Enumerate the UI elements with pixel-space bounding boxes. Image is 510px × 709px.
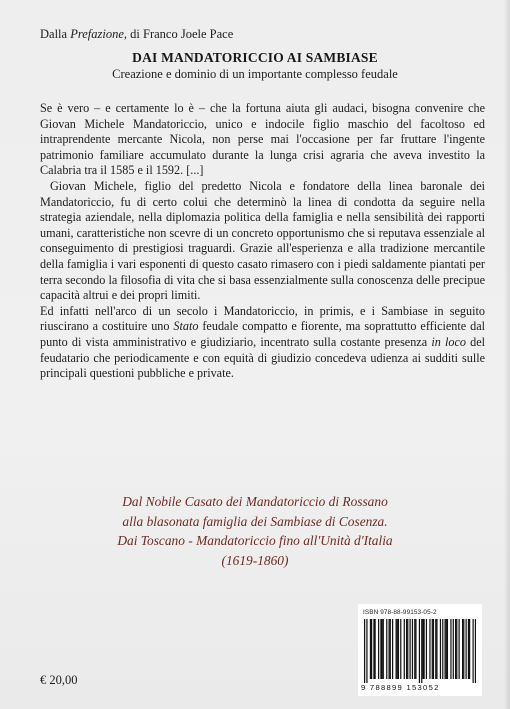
barcode-bar <box>404 619 405 679</box>
paragraph-3-part-a: Ed infatti nell'arco di un secolo i Mandatoriccio, in primis, e i Sambiase in seguito riuscirano a costituire uno <box>40 303 485 334</box>
barcode-bar <box>453 619 454 679</box>
barcode-bar <box>473 619 474 683</box>
barcode-bar <box>475 619 476 683</box>
isbn-barcode <box>358 604 482 696</box>
barcode-bar <box>433 619 434 679</box>
tagline-line-1: Dal Nobile Casato dei Mandatoriccio di Rossano <box>122 494 388 509</box>
barcode-bar <box>414 619 415 679</box>
barcode-bar <box>373 619 374 679</box>
barcode-bar <box>440 619 441 679</box>
barcode-bar <box>445 619 446 679</box>
tagline <box>0 492 510 570</box>
book-subtitle: Creazione e dominio di un importante complesso feudale <box>112 67 398 81</box>
barcode-icon <box>364 619 476 683</box>
barcode-bar <box>455 619 456 679</box>
barcode-bar <box>410 619 411 679</box>
barcode-bar <box>371 619 372 679</box>
barcode-bar <box>424 619 425 679</box>
barcode-bar <box>383 619 384 679</box>
barcode-bar <box>390 619 391 679</box>
barcode-bar <box>469 619 470 679</box>
barcode-bar <box>382 619 383 679</box>
barcode-bar <box>422 619 423 679</box>
barcode-bar <box>446 619 447 679</box>
barcode-bar <box>436 619 437 679</box>
barcode-bar <box>450 619 451 679</box>
barcode-bar <box>468 619 469 679</box>
barcode-bar <box>400 619 401 679</box>
barcode-bar <box>370 619 371 679</box>
byline-prefix: Dalla <box>40 27 71 41</box>
barcode-bar <box>389 619 390 679</box>
barcode-bar <box>466 619 467 679</box>
isbn-label: ISBN 978-88-99153-05-2 <box>363 609 437 616</box>
paragraph-1: Se è vero – e certamente lo è – che la fortuna aiuta gli audaci, bisogna convenire che Giovan Michele Mandatoriccio, unico e indocile figlio maschio del facoltoso ed intraprendente mercante Nicola, non perse mai l'occasione per far fruttare l'ingente patrimonio familiare accumulato durante la lunga crisi agraria che aveva investito la Calabria tra il 1585 e il 1592. [...] <box>40 101 485 178</box>
barcode-bar <box>462 619 463 679</box>
barcode-bar <box>407 619 408 679</box>
barcode-bar <box>435 619 436 679</box>
barcode-bar <box>397 619 398 679</box>
barcode-bar <box>419 619 420 683</box>
barcode-bar <box>386 619 387 679</box>
barcode-digits: 9 788899 153052 <box>361 683 440 692</box>
preface-byline <box>40 27 233 42</box>
barcode-bar <box>429 619 430 679</box>
barcode-bar <box>421 619 422 683</box>
barcode-bar <box>366 619 367 683</box>
tagline-line-3: Dai Toscano - Mandatoriccio fino all'Unità d'Italia <box>117 533 393 549</box>
book-title: DAI MANDATORICCIO AI SAMBIASE <box>132 50 378 65</box>
barcode-bar <box>456 619 457 679</box>
barcode-bar <box>375 619 376 679</box>
paragraph-3-in-loco: in loco <box>431 334 466 349</box>
barcode-bar <box>426 619 427 679</box>
paragraph-3-part-c: del feudatario che periodicamente e con equità di giudizio concedeva udienza ai sudditi sulle principali questioni pubbliche e private. <box>40 334 486 381</box>
barcode-bar <box>432 619 433 679</box>
barcode-bar <box>459 619 460 679</box>
price: € 20,00 <box>40 673 78 687</box>
barcode-bar <box>447 619 448 679</box>
barcode-bar <box>392 619 393 679</box>
tagline-line-4: (1619-1860) <box>221 552 289 568</box>
barcode-bar <box>412 619 413 679</box>
paragraph-3 <box>40 304 485 382</box>
paragraph-3-stato: Stato <box>173 319 199 334</box>
byline-suffix: , di Franco Joele Pace <box>123 27 234 41</box>
barcode-bar <box>463 619 464 679</box>
barcode-bar <box>364 619 365 683</box>
byline-work: Prefazione <box>70 27 124 41</box>
barcode-bar <box>406 619 407 679</box>
paragraph-3-part-b: feudale compatto e fiorente, ma soprattutto efficiente dal punto di vista amministrativo e giudiziario, incentrato sulla costante presenza <box>40 319 485 349</box>
barcode-bar <box>378 619 379 679</box>
barcode-bar <box>398 619 399 679</box>
preface-excerpt <box>40 101 485 382</box>
barcode-bar <box>442 619 443 679</box>
barcode-bar <box>396 619 397 679</box>
paragraph-2: Giovan Michele, figlio del predetto Nicola e fondatore della linea baronale dei Mandatoriccio, fu di certo colui che determinò la linea di condotta da seguire nella strategia aziendale, nella diplomazia politica della famiglia e nella sensibilità dei rapporti umani, caratteristiche non scevre di un concreto opportunismo che si reputava essenziale al conseguimento di prestigiosi traguardi. Grazie all'esperienza e alla tradizione mercantile della famiglia i vari esponenti di questo casato rimasero con i piedi saldamente piantati per terra secondo la filosofia di vita che si basa essenzialmente sulla conoscenza delle precipue capacità altrui e dei propri limiti. <box>40 178 485 303</box>
barcode-bar <box>380 619 381 679</box>
barcode-bar <box>415 619 416 679</box>
tagline-line-2: alla blasonata famiglia dei Sambiase di Cosenza. <box>122 513 388 529</box>
edge-shadow <box>504 0 510 709</box>
